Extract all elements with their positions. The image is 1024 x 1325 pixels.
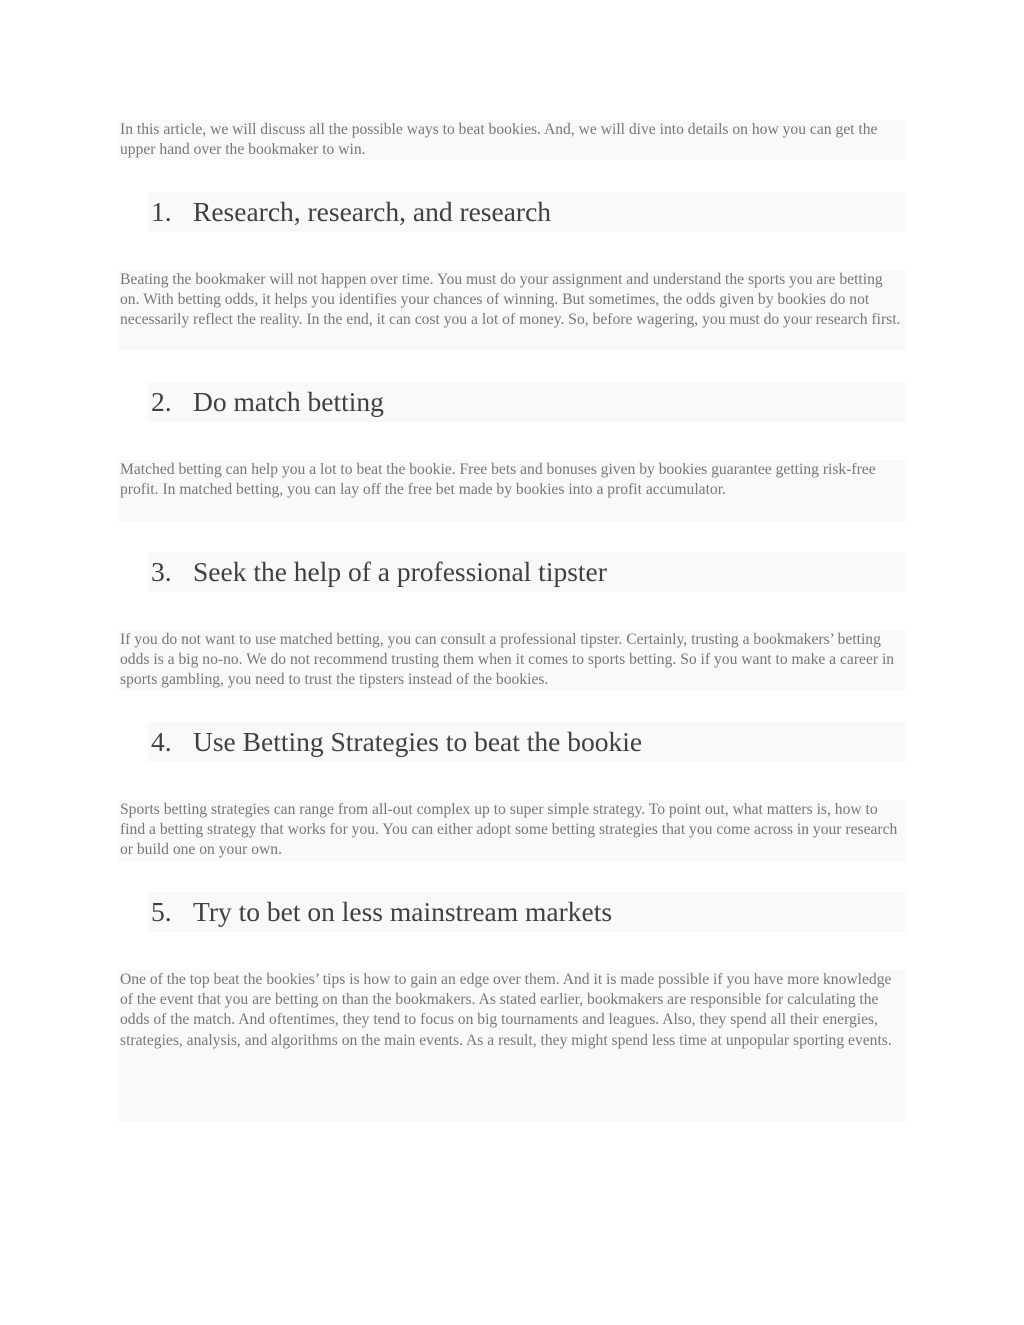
section-body-1: Beating the bookmaker will not happen over time. You must do your assignment and understand the sports you are betting on. With betting odds, it helps you identifies your chances of winning. But sometimes, the odds given by bookies do not necessarily reflect the reality. In the end, it can cost you a lot of money. So, before wagering, you must do your research first. bbox=[118, 270, 906, 351]
section-number: 2. bbox=[151, 386, 172, 417]
section-title: Do match betting bbox=[193, 386, 384, 417]
intro-paragraph: In this article, we will discuss all the possible ways to beat bookies. And, we will dive into details on how you can get the upper hand over the bookmaker to win. bbox=[118, 120, 906, 160]
section-body-5: One of the top beat the bookies’ tips is how to gain an edge over them. And it is made possible if you have more knowledge of the event that you are betting on than the bookmakers. As stated earlier, bookmakers are responsible for calculating the odds of the match. And oftentimes, they tend to focus on big tournaments and leagues. Also, they spend all their energies, strategies, analysis, and algorithms on the main events. As a result, they might spend less time at unpopular sporting events. bbox=[118, 970, 906, 1121]
section-number: 3. bbox=[151, 556, 172, 587]
section-body-3: If you do not want to use matched betting, you can consult a professional tipster. Certainly, trusting a bookmakers’ betting odds is a big no-no. We do not recommend trusting them when it comes to sports betting. So if you want to make a career in sports gambling, you need to trust the tipsters instead of the bookies. bbox=[118, 630, 906, 691]
section-heading-2 bbox=[148, 382, 906, 422]
section-heading-4 bbox=[148, 722, 906, 762]
section-body-2: Matched betting can help you a lot to beat the bookie. Free bets and bonuses given by bookies guarantee getting risk-free profit. In matched betting, you can lay off the free bet made by bookies into a profit accumulator. bbox=[118, 460, 906, 521]
section-title: Use Betting Strategies to beat the bookie bbox=[193, 726, 643, 757]
section-title: Research, research, and research bbox=[193, 196, 552, 227]
section-number: 1. bbox=[151, 196, 172, 227]
section-heading-5 bbox=[148, 892, 906, 932]
section-number: 5. bbox=[151, 896, 172, 927]
section-body-4: Sports betting strategies can range from all-out complex up to super simple strategy. To point out, what matters is, how to find a betting strategy that works for you. You can either adopt some betting strategies that you come across in your research or build one on your own. bbox=[118, 800, 906, 861]
section-title: Seek the help of a professional tipster bbox=[193, 556, 607, 587]
section-title: Try to bet on less mainstream markets bbox=[193, 896, 613, 927]
section-heading-3 bbox=[148, 552, 906, 592]
section-heading-1 bbox=[148, 192, 906, 232]
section-number: 4. bbox=[151, 726, 172, 757]
